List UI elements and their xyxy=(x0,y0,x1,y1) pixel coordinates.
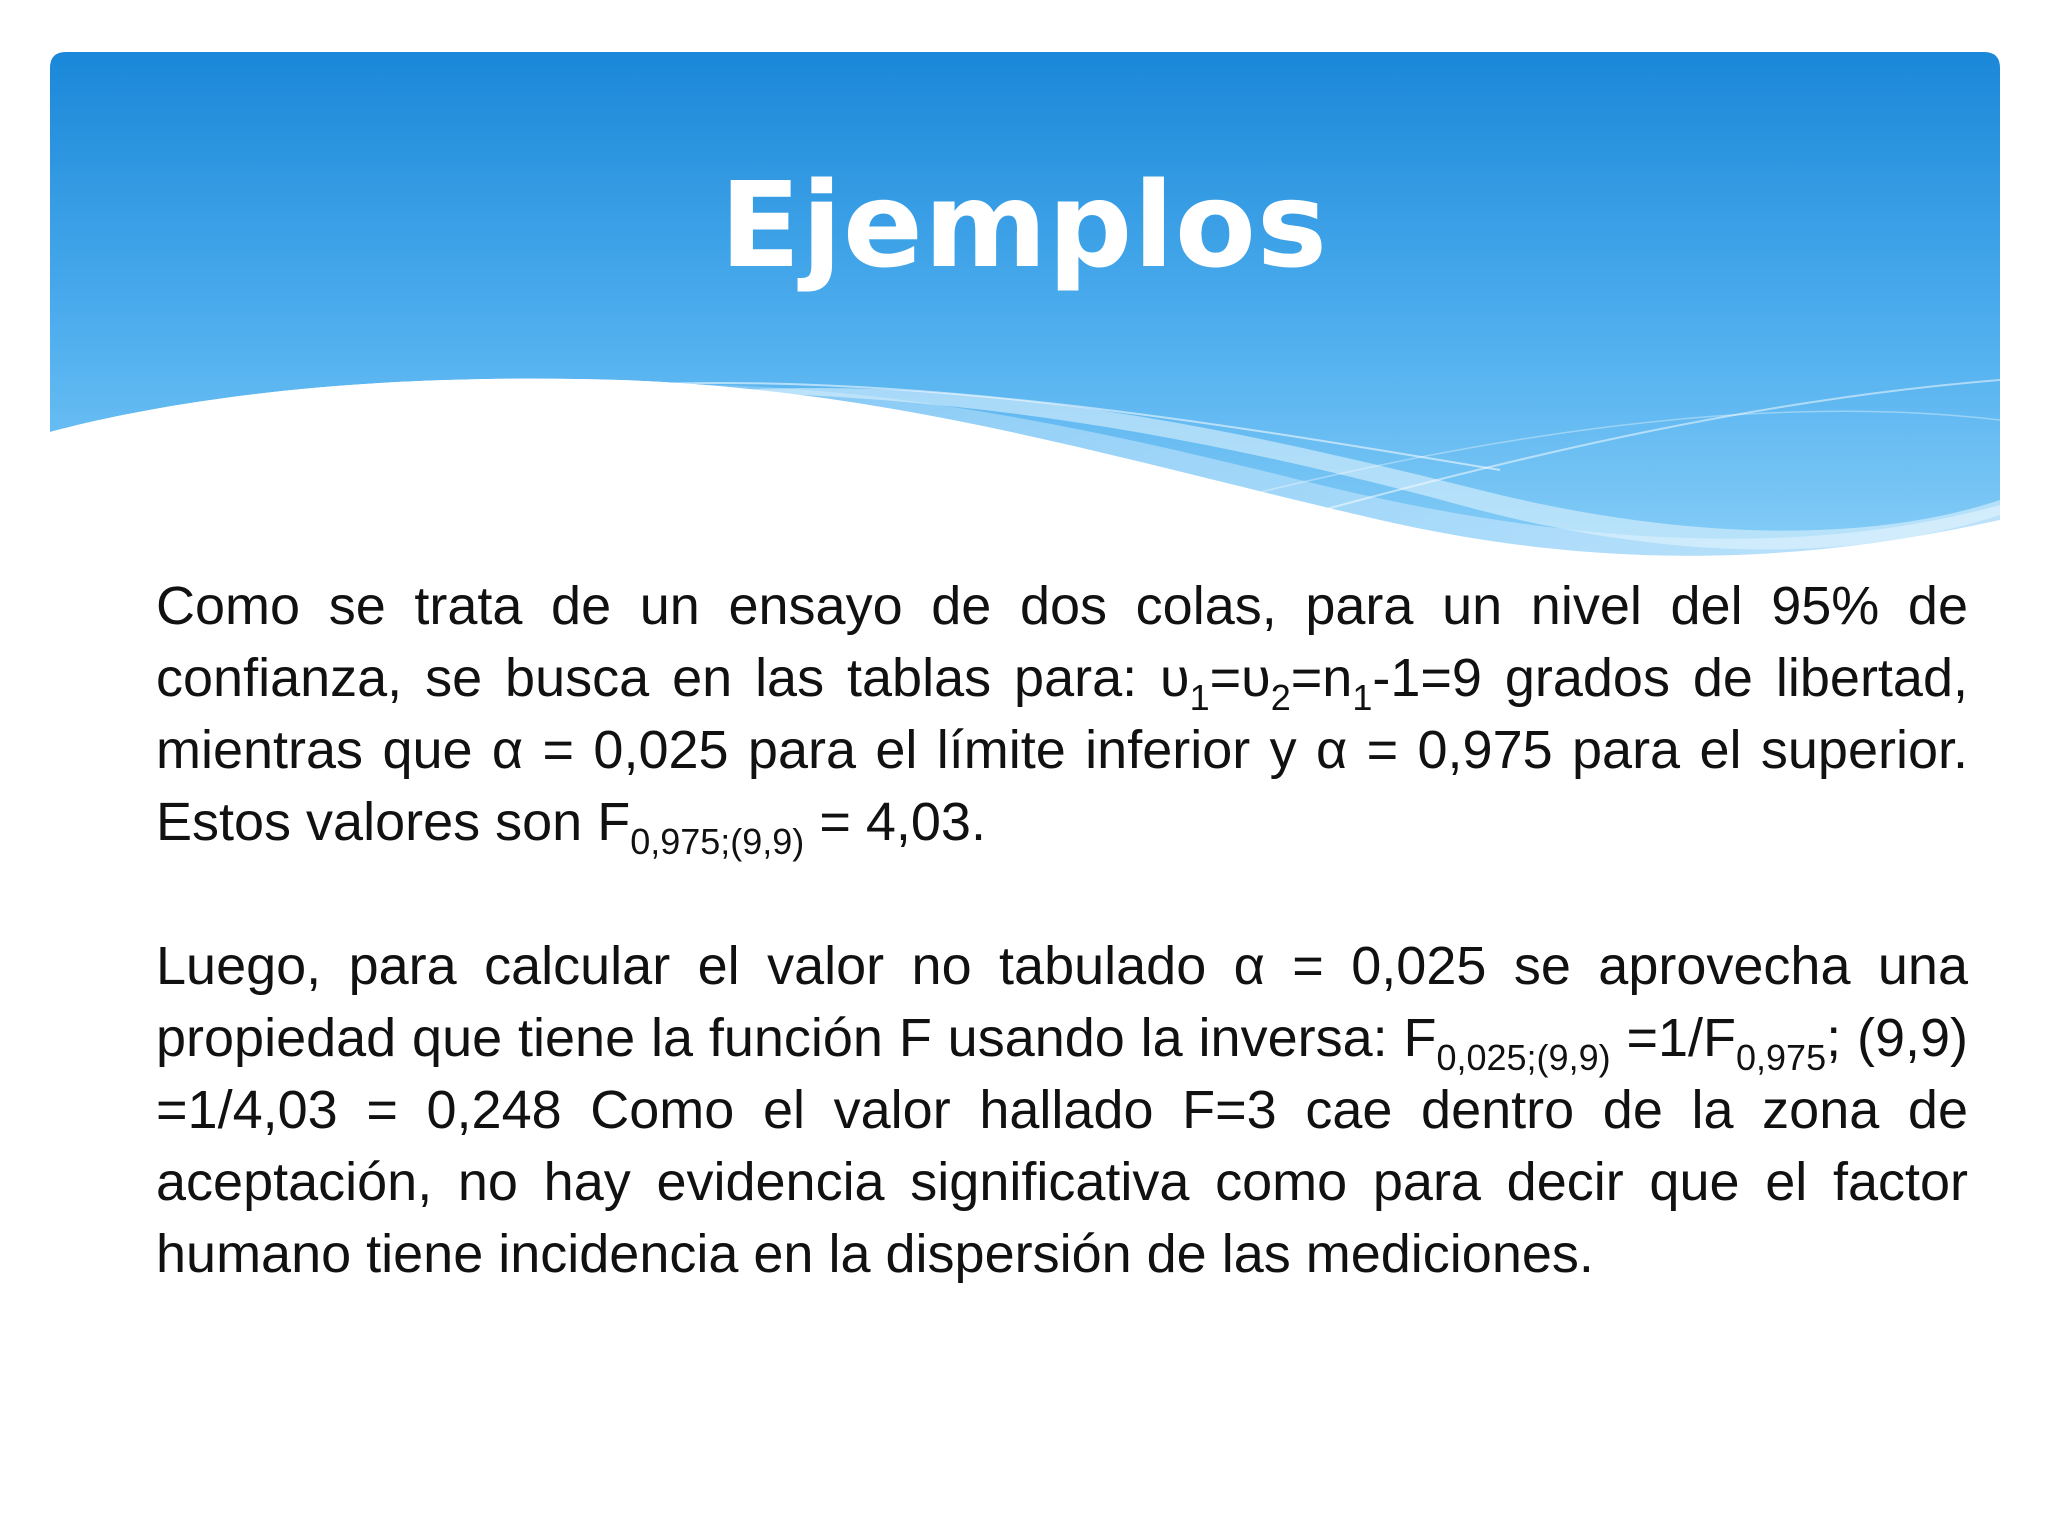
slide-body xyxy=(156,570,1968,1362)
p1-text-4: -1=9 grados de libertad, mientras que α = 0,025 para el límite inferior y α = 0,975 para el superior. Estos valores son F xyxy=(156,648,1968,852)
p1-sub-4: 0,975;(9,9) xyxy=(630,821,805,862)
p1-text-2: =υ xyxy=(1209,648,1271,708)
p1-text-3: =n xyxy=(1290,648,1353,708)
paragraph-two-tailed-test xyxy=(156,570,1968,862)
p1-text-5: = 4,03. xyxy=(804,792,986,852)
paragraph-inverse-property xyxy=(156,930,1968,1290)
p1-text-1: Como se trata de un ensayo de dos colas, para un nivel del 95% de confianza, se busca en las tablas para: υ xyxy=(156,576,1968,708)
p1-sub-3: 1 xyxy=(1352,677,1373,718)
p2-text-3: ; (9,9) =1/4,03 = 0,248 Como el valor hallado F=3 cae dentro de la zona de aceptación, no hay evidencia significativa como para decir que el factor humano tiene incidencia en la dispersión de las mediciones. xyxy=(156,1008,1968,1284)
p2-sub-2: 0,975 xyxy=(1736,1037,1827,1078)
p1-sub-2: 2 xyxy=(1270,677,1291,718)
p1-sub-1: 1 xyxy=(1189,677,1210,718)
p2-text-1: Luego, para calcular el valor no tabulado α = 0,025 se aprovecha una propiedad que tiene la función F usando la inversa: F xyxy=(156,936,1968,1068)
header-wave-background xyxy=(0,0,2048,600)
slide-title: Ejemplos xyxy=(719,156,1329,294)
p2-text-2: =1/F xyxy=(1610,1008,1737,1068)
p2-sub-1: 0,025;(9,9) xyxy=(1436,1037,1611,1078)
